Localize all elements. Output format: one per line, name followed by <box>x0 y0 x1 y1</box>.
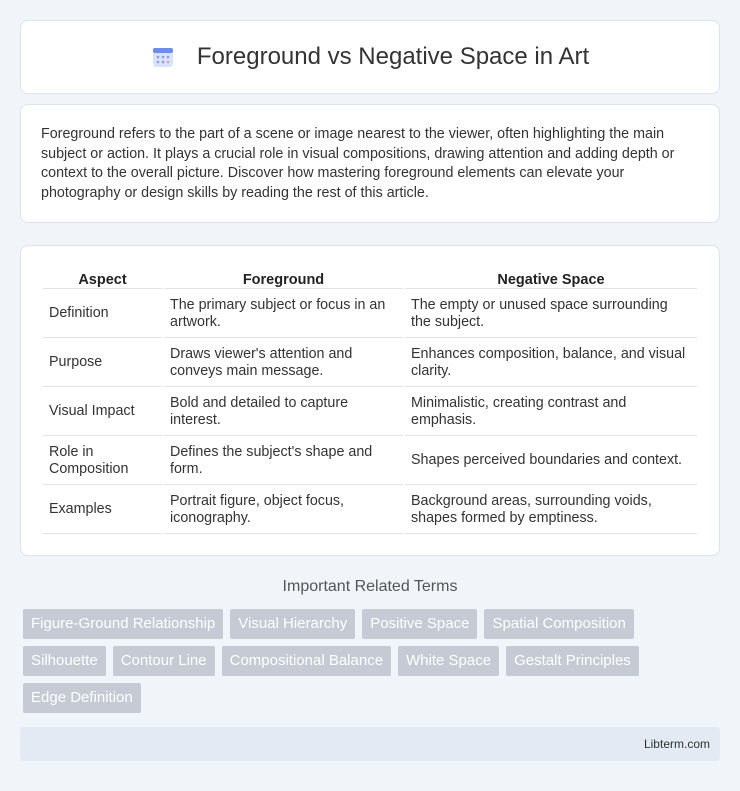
intro-paragraph: Foreground refers to the part of a scene or image nearest to the viewer, often highlighting the main subject or action. It plays a crucial role in visual compositions, drawing attention and adding depth or context to the overall picture. Discover how mastering foreground elements can elevate your photography or design skills by reading the rest of this article. <box>41 126 675 201</box>
related-terms-heading: Important Related Terms <box>282 578 458 595</box>
comparison-table <box>41 266 699 536</box>
table-cell: Background areas, surrounding voids, shapes formed by emptiness. <box>405 487 697 534</box>
related-terms-list <box>23 609 713 720</box>
comparison-card <box>20 245 720 556</box>
header-negative-space: Negative Space <box>405 268 697 289</box>
related-term-tag[interactable]: Silhouette <box>23 646 106 676</box>
footer <box>20 727 720 761</box>
related-term-tag[interactable]: Contour Line <box>113 646 215 676</box>
header-foreground: Foreground <box>164 268 403 289</box>
table-cell: Defines the subject's shape and form. <box>164 438 403 485</box>
related-term-tag[interactable]: Edge Definition <box>23 683 141 713</box>
related-term-tag[interactable]: Compositional Balance <box>222 646 391 676</box>
table-cell: Visual Impact <box>43 389 162 436</box>
related-term-tag[interactable]: Figure-Ground Relationship <box>23 609 223 639</box>
table-cell: Draws viewer's attention and conveys main message. <box>164 340 403 387</box>
related-term-tag[interactable]: White Space <box>398 646 499 676</box>
table-cell: Enhances composition, balance, and visual clarity. <box>405 340 697 387</box>
table-cell: Examples <box>43 487 162 534</box>
calendar-grid-icon <box>151 45 175 69</box>
table-cell: Purpose <box>43 340 162 387</box>
table-cell: Portrait figure, object focus, iconography. <box>164 487 403 534</box>
table-row <box>43 340 697 387</box>
table-cell: The empty or unused space surrounding the subject. <box>405 291 697 338</box>
footer-site-link[interactable]: Libterm.com <box>643 737 710 751</box>
table-cell: Shapes perceived boundaries and context. <box>405 438 697 485</box>
table-cell: Role in Composition <box>43 438 162 485</box>
related-term-tag[interactable]: Gestalt Principles <box>506 646 639 676</box>
intro-card <box>20 104 720 223</box>
page-title: Foreground vs Negative Space in Art <box>196 43 590 70</box>
table-row <box>43 487 697 534</box>
header-aspect: Aspect <box>43 268 162 289</box>
related-term-tag[interactable]: Visual Hierarchy <box>230 609 355 639</box>
related-term-tag[interactable]: Spatial Composition <box>484 609 633 639</box>
table-row <box>43 389 697 436</box>
table-cell: The primary subject or focus in an artwork. <box>164 291 403 338</box>
table-row <box>43 438 697 485</box>
table-cell: Definition <box>43 291 162 338</box>
title-card <box>20 20 720 94</box>
table-cell: Minimalistic, creating contrast and emphasis. <box>405 389 697 436</box>
related-term-tag[interactable]: Positive Space <box>362 609 477 639</box>
table-header-row <box>43 268 697 289</box>
table-row <box>43 291 697 338</box>
table-cell: Bold and detailed to capture interest. <box>164 389 403 436</box>
